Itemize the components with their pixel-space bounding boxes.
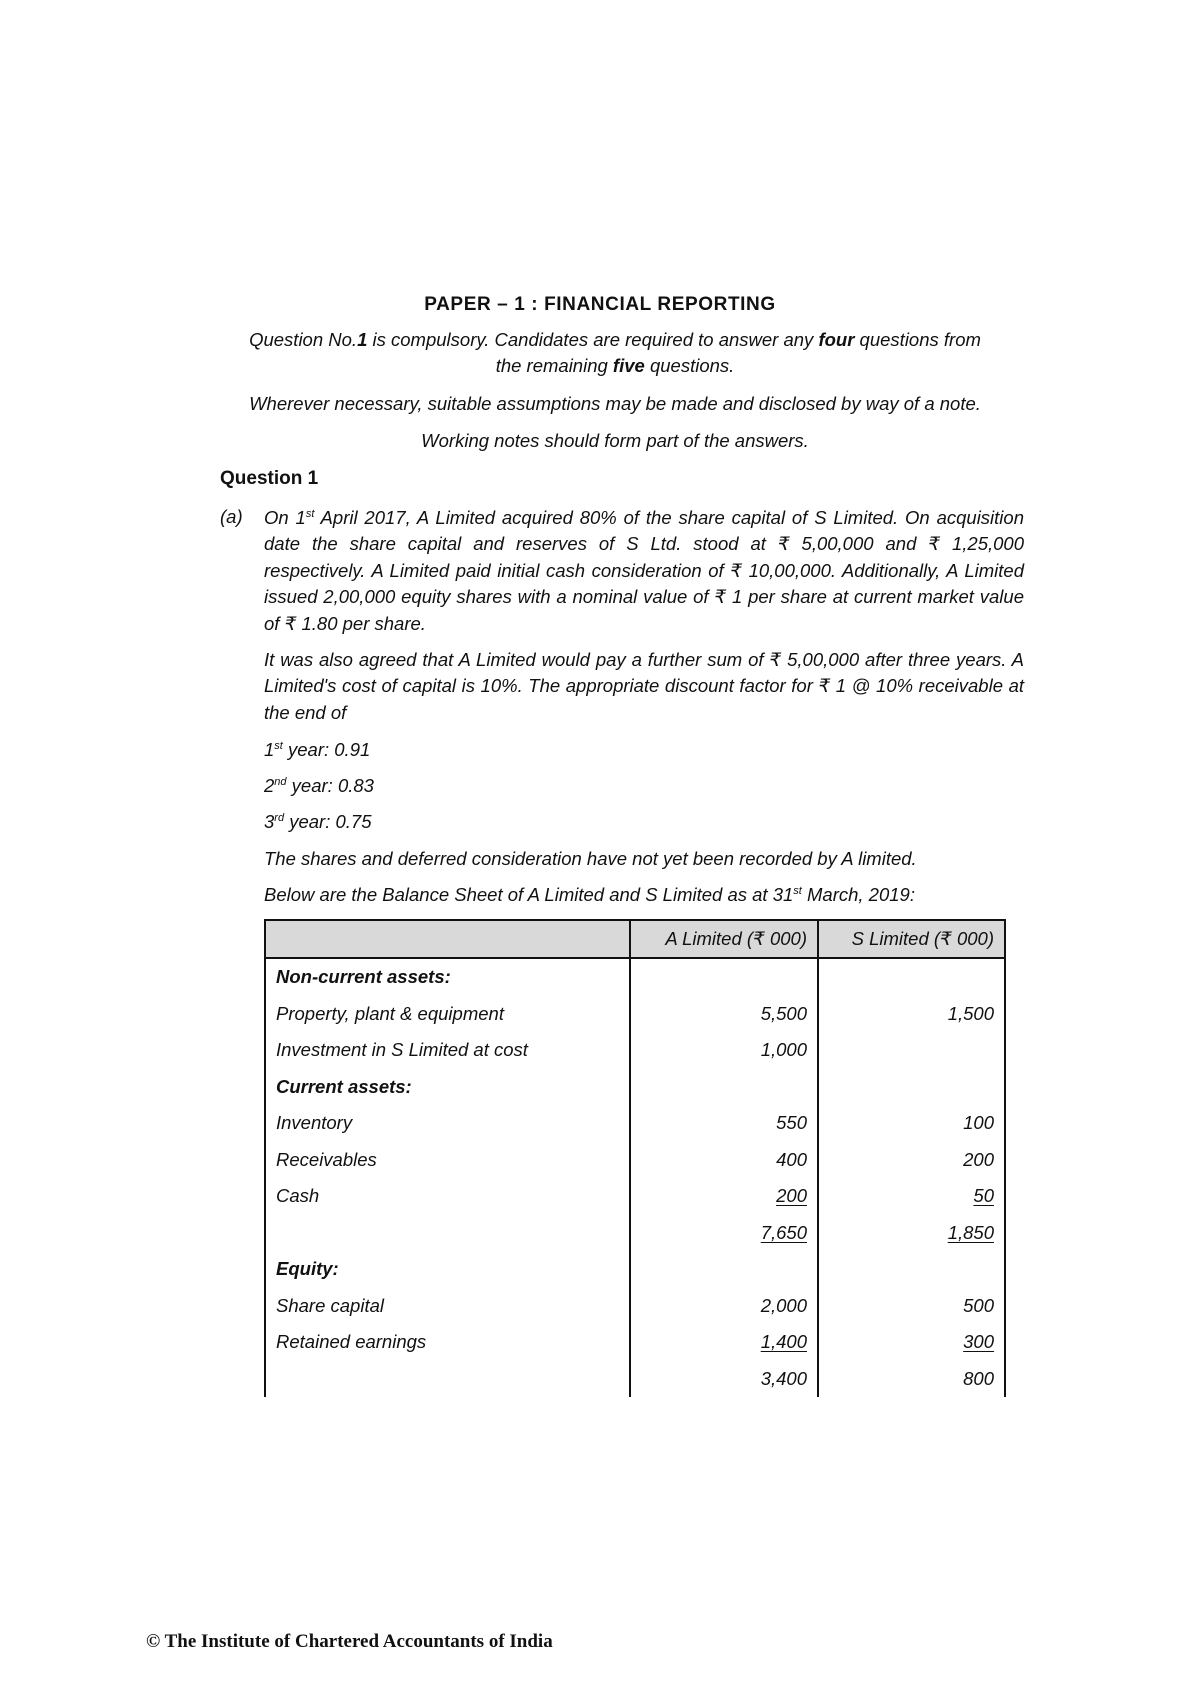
row-label: Current assets: [265,1069,630,1106]
a-limited-value [630,958,818,996]
s-limited-value: 200 [818,1142,1005,1179]
balance-sheet-table [264,919,1006,1397]
table-row [265,996,1005,1033]
s-limited-value: 300 [818,1324,1005,1361]
row-label: Cash [265,1178,630,1215]
s-limited-value: 100 [818,1105,1005,1142]
table-row [265,1215,1005,1252]
s-limited-value: 50 [818,1178,1005,1215]
instructions-block [220,327,1010,379]
s-limited-value: 500 [818,1288,1005,1325]
a-limited-value: 5,500 [630,996,818,1033]
deferred-consideration-paragraph: It was also agreed that A Limited would pay a further sum of ₹ 5,00,000 after three years. A Limited's cost of capital is 10%. The appropriate discount factor for ₹ 1 @ 10% receivable at the end of [264,649,1024,723]
table-row [265,1361,1005,1398]
row-label: Retained earnings [265,1324,630,1361]
assumptions-note: Wherever necessary, suitable assumptions may be made and disclosed by way of a note. [249,393,981,414]
table-row [265,1105,1005,1142]
row-label: Investment in S Limited at cost [265,1032,630,1069]
table-header-row [265,920,1005,958]
table-row [265,1178,1005,1215]
header-s-limited: S Limited (₹ 000) [818,920,1005,958]
row-label [265,1215,630,1252]
a-limited-value: 2,000 [630,1288,818,1325]
s-limited-value [818,1069,1005,1106]
working-notes-note: Working notes should form part of the answers. [421,430,809,451]
a-limited-value: 1,400 [630,1324,818,1361]
row-label: Property, plant & equipment [265,996,630,1033]
a-limited-value: 3,400 [630,1361,818,1398]
header-a-limited: A Limited (₹ 000) [630,920,818,958]
row-label: Receivables [265,1142,630,1179]
a-limited-value: 550 [630,1105,818,1142]
a-limited-value: 7,650 [630,1215,818,1252]
table-row [265,1142,1005,1179]
s-limited-value: 1,500 [818,996,1005,1033]
discount-factor-year-3: 3rd year: 0.75 [264,811,372,832]
s-limited-value: 800 [818,1361,1005,1398]
table-body [265,958,1005,1397]
row-label: Non-current assets: [265,958,630,996]
header-particulars [265,920,630,958]
instructions-line-1: Question No.1 is compulsory. Candidates are required to answer any four questions from [249,329,981,350]
table-row [265,1069,1005,1106]
table-row [265,958,1005,996]
copyright-footer: © The Institute of Chartered Accountants of India [146,1631,553,1652]
a-limited-value: 200 [630,1178,818,1215]
a-limited-value: 1,000 [630,1032,818,1069]
row-label: Share capital [265,1288,630,1325]
table-row [265,1251,1005,1288]
row-label: Inventory [265,1105,630,1142]
s-limited-value [818,1032,1005,1069]
s-limited-value [818,958,1005,996]
a-limited-value [630,1069,818,1106]
a-limited-value: 400 [630,1142,818,1179]
instructions-line-2: the remaining five questions. [495,355,735,376]
row-label [265,1361,630,1398]
not-recorded-note: The shares and deferred consideration have not yet been recorded by A limited. [264,848,917,869]
discount-factor-year-2: 2nd year: 0.83 [264,775,374,796]
s-limited-value [818,1251,1005,1288]
question-part-label: (a) [220,506,243,527]
acquisition-paragraph: On 1st April 2017, A Limited acquired 80% of the share capital of S Limited. On acquisition date the share capital and reserves of S Ltd. stood at ₹ 5,00,000 and ₹ 1,25,000 respectively. A Limited paid initial cash consideration of ₹ 10,00,000. Additionally, A Limited issued 2,00,000 equity shares with a nominal value of ₹ 1 per share at current market value of ₹ 1.80 per share. [264,507,1024,634]
paper-title: PAPER – 1 : FINANCIAL REPORTING [424,294,776,315]
table-row [265,1288,1005,1325]
balance-sheet-intro: Below are the Balance Sheet of A Limited and S Limited as at 31st March, 2019: [264,884,915,905]
table-row [265,1032,1005,1069]
s-limited-value: 1,850 [818,1215,1005,1252]
discount-factor-year-1: 1st year: 0.91 [264,739,371,760]
table-row [265,1324,1005,1361]
row-label: Equity: [265,1251,630,1288]
question-heading: Question 1 [220,468,319,489]
a-limited-value [630,1251,818,1288]
